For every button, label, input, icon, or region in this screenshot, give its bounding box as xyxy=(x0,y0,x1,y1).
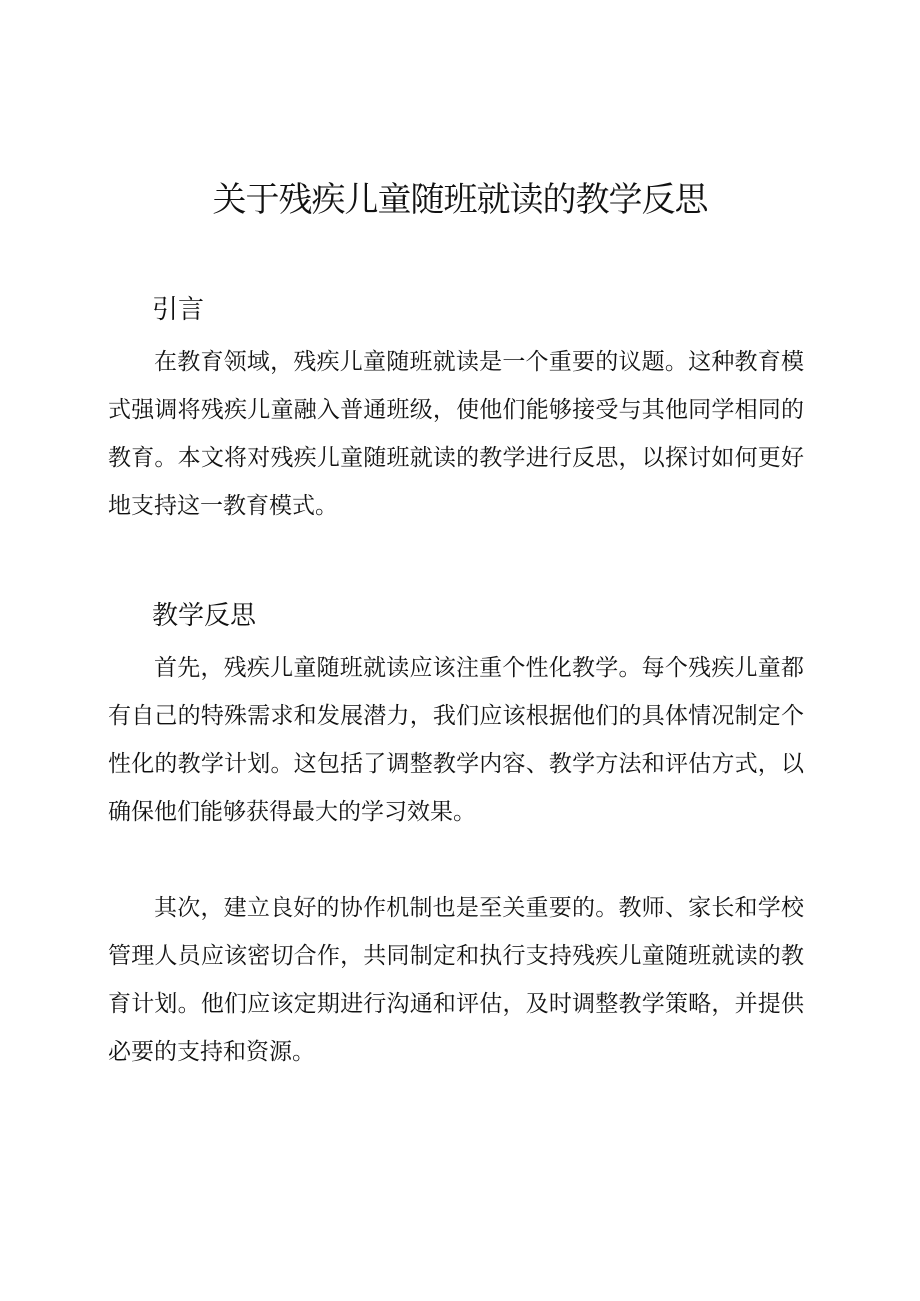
document-title: 关于残疾儿童随班就读的教学反思 xyxy=(212,180,708,220)
section-heading-teaching-reflection: 教学反思 xyxy=(152,601,257,631)
introduction-paragraph: 在教育领域，残疾儿童随班就读是一个重要的议题。这种教育模式强调将残疾儿童融入普通班级，使他们能够接受与其他同学相同的教育。本文将对残疾儿童随班就读的教学进行反思，以探讨如何更好地支持这一教育模式。 xyxy=(108,349,804,519)
reflection-paragraph-1: 首先，残疾儿童随班就读应该注重个性化教学。每个残疾儿童都有自己的特殊需求和发展潜力，我们应该根据他们的具体情况制定个性化的教学计划。这包括了调整教学内容、教学方法和评估方式，以确保他们能够获得最大的学习效果。 xyxy=(108,655,804,825)
section-heading-introduction: 引言 xyxy=(152,295,205,325)
reflection-paragraph-2: 其次，建立良好的协作机制也是至关重要的。教师、家长和学校管理人员应该密切合作，共同制定和执行支持残疾儿童随班就读的教育计划。他们应该定期进行沟通和评估，及时调整教学策略，并提供必要的支持和资源。 xyxy=(108,895,804,1065)
